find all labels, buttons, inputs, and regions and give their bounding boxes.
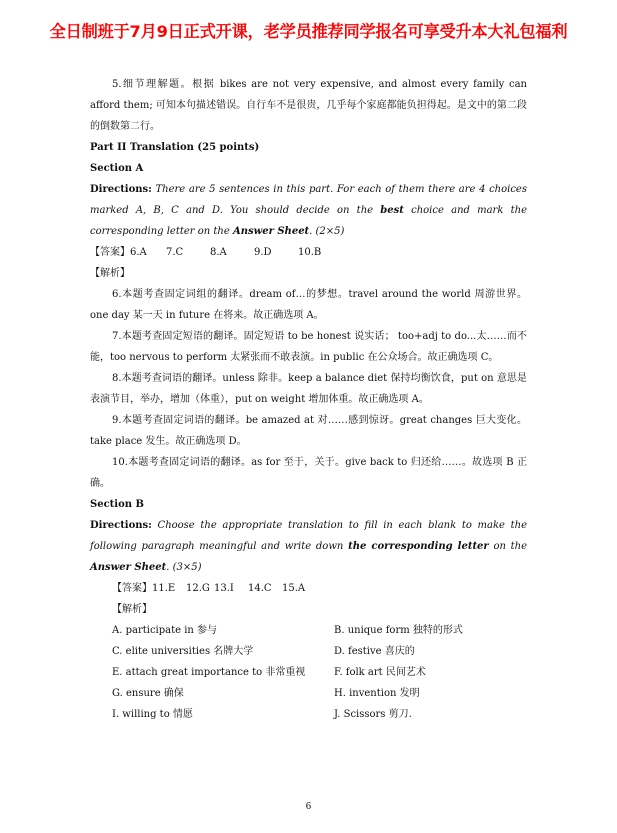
directions-label: Directions: [90, 184, 152, 195]
answer-item: 12.G [186, 583, 210, 594]
explanation-10: 10.本题考查固定词语的翻译。as for 至于，关于。give back to 归还给……。故选项 B 正确。 [90, 457, 527, 489]
explanation-8: 8.本题考查词语的翻译。unless 除非。keep a balance diet 保持均衡饮食，put on 意思是表演节目，举办，增加（体重），put on weight 增加体重。故正确选项 A。 [90, 373, 527, 405]
page-number: 6 [305, 802, 312, 812]
option-item: F. folk art 民间艺术 [334, 667, 426, 678]
option-item: I. willing to 情愿 [112, 709, 193, 720]
options-list [112, 620, 512, 725]
document-body [90, 74, 527, 725]
directions-label: Directions: [90, 520, 152, 531]
section-b-title: Section B [90, 499, 144, 510]
section-b-answers [90, 578, 527, 599]
analysis-label: 【解析】 [90, 268, 130, 279]
option-item: A. participate in 参与 [112, 625, 218, 636]
answer-item: 14.C [248, 583, 272, 594]
option-row [112, 641, 512, 662]
option-row [112, 683, 512, 704]
option-row [112, 620, 512, 641]
section-a-answers [90, 242, 527, 263]
explanation-6: 6.本题考查固定词组的翻译。dream of…的梦想。travel around the world 周游世界。one day 某一天 in future 在将来。故正确选项 A。 [90, 289, 527, 321]
answer-item: 13.I [214, 583, 234, 594]
explanation-9: 9.本题考查固定词语的翻译。be amazed at 对……感到惊讶。great changes 巨大变化。take place 发生。故正确选项 D。 [90, 415, 527, 447]
answer-item: 7.C [166, 247, 184, 258]
section-a-directions: Directions: There are 5 sentences in this part. For each of them there are 4 choices marked A, B, C and D. You should decide on the best choice and mark the corresponding letter on the Answer Sheet. (2×5) [90, 184, 527, 237]
answer-item: 8.A [210, 247, 227, 258]
option-row [112, 662, 512, 683]
section-b-directions: Directions: Choose the appropriate translation to fill in each blank to make the following paragraph meaningful and write down the corresponding letter on the Answer Sheet. (3×5) [90, 520, 527, 573]
option-item: H. invention 发明 [334, 688, 420, 699]
answer-item: 15.A [282, 583, 306, 594]
answer-item: 10.B [298, 247, 322, 258]
section-a-title: Section A [90, 163, 144, 174]
option-item: D. festive 喜庆的 [334, 646, 415, 657]
part2-title: Part II Translation (25 points) [90, 142, 260, 153]
answer-item: 6.A [130, 247, 147, 258]
option-item: B. unique form 独特的形式 [334, 625, 463, 636]
answer-item: 11.E [152, 583, 176, 594]
option-item: G. ensure 确保 [112, 688, 184, 699]
item5-explanation: 5.细节理解题。根据 bikes are not very expensive, and almost every family can afford them; 可知本句描述错误。自行车不是很贵，几乎每个家庭都能负担得起。是文中的第二段的倒数第二行。 [90, 79, 527, 132]
option-item: E. attach great importance to 非常重视 [112, 667, 306, 678]
answer-label: 【答案】 [90, 247, 130, 258]
option-item: C. elite universities 名牌大学 [112, 646, 254, 657]
option-item: J. Scissors 剪刀. [334, 709, 412, 720]
answer-item: 9.D [254, 247, 272, 258]
analysis-label: 【解析】 [112, 604, 152, 615]
answer-label: 【答案】 [112, 583, 152, 594]
option-row [112, 704, 512, 725]
promo-banner: 全日制班于7月9日正式开课，老学员推荐同学报名可享受升本大礼包福利 [49, 22, 568, 41]
explanation-7: 7.本题考查固定短语的翻译。固定短语 to be honest 说实话； too+adj to do...太……而不能，too nervous to perform 太紧张而不敢表演。in public 在公众场合。故正确选项 C。 [90, 331, 527, 363]
